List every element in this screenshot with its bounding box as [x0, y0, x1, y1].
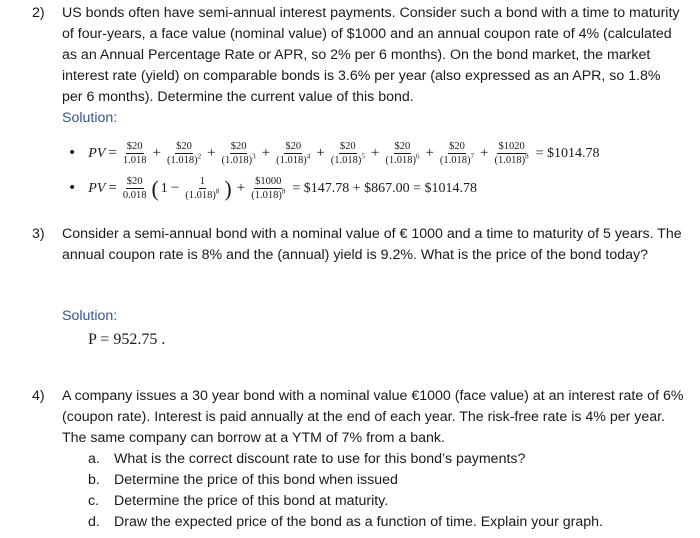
question-number: 4)	[32, 388, 45, 404]
sub-question: d. Draw the expected price of the bond as a function of time. Explain your graph.	[88, 514, 603, 530]
solution-answer: P = 952.75 .	[88, 331, 166, 348]
fraction-discount: $\frac{1}{(1.018)^8}$	[185, 176, 220, 201]
sub-question-list	[88, 449, 684, 533]
fraction-term-5: $\frac{\$20}{(1.018)^5}$	[330, 141, 365, 166]
fraction-term-7: $\frac{\$20}{(1.018)^7}$	[439, 141, 475, 166]
formula-pv-sum: • PV = $\frac{\$20}{1.018}$ + $\frac{\$20}{(1.018)^2}$ + $\frac{\$20}{(1.018)^3}$ + $\frac{\$20}{(1.018)^4}$ + $\frac{\$20}{(1.018)^5}$ + $\frac{\$20}{(1.018)^6}$ + $\frac{\$20}{(1.018)^7}$ + $\frac{\$1020}{(1.018)^8}$ = $1014.78	[68, 141, 600, 166]
solution-label: Solution:	[62, 308, 118, 324]
fraction-term-1: $\frac{\$20}{1.018}$	[122, 141, 147, 166]
formula-result: = $1014.78	[535, 146, 600, 161]
fraction-term-3: $\frac{\$20}{(1.018)^3}$	[221, 141, 256, 166]
sub-question: c. Determine the price of this bond at maturity.	[88, 493, 389, 509]
bullet: •	[68, 180, 77, 196]
fraction-face: $\frac{\$1000}{(1.018)^8}$	[251, 176, 286, 201]
fraction-term-6: $\frac{\$20}{(1.018)^6}$	[385, 141, 420, 166]
fraction-term-2: $\frac{\$20}{(1.018)^2}$	[166, 141, 202, 166]
bullet: •	[68, 145, 77, 161]
question-text: Consider a semi-annual bond with a nominal value of € 1000 and a time to maturity of 5 years. The annual coupon rate is 8% and the (annual) yield is 9.2%. What is the price of the bond today?	[62, 226, 682, 263]
fraction-term-4: $\frac{\$20}{(1.018)^4}$	[276, 141, 311, 166]
formula-pv-annuity: • PV = $\frac{\$20}{0.018}$ ( 1 − $\frac{1}{(1.018)^8}$ ) + $\frac{\$1000}{(1.018)^8}$ = $147.78 + $867.00 = $1014.78	[68, 175, 477, 201]
question-2	[32, 3, 684, 129]
sub-question: a. What is the correct discount rate to use for this bond’s payments?	[88, 451, 526, 467]
question-number: 2)	[32, 5, 45, 21]
fraction-term-8: $\frac{\$1020}{(1.018)^8}$	[494, 141, 529, 166]
question-3	[32, 224, 684, 266]
question-text: US bonds often have semi-annual interest payments. Consider such a bond with a time to maturity of four-years, a face value (nominal value) of $1000 and an annual coupon rate of 4% (calculated as an Annual Percentage Rate or APR, so 2% per 6 months). On the bond market, the market interest rate (yield) on comparable bonds is 3.6% per year (also expressed as an APR, so 1.8% per 6 months). Determine the current value of this bond.	[62, 5, 680, 105]
formula-result: = $147.78 + $867.00 = $1014.78	[292, 181, 477, 196]
pv-symbol: PV	[88, 146, 106, 161]
solution-label: Solution:	[62, 110, 118, 126]
sub-question: b. Determine the price of this bond when issued	[88, 472, 398, 488]
pv-symbol: PV	[88, 181, 106, 196]
question-4	[32, 386, 684, 533]
fraction-annuity: $\frac{\$20}{0.018}$	[122, 176, 147, 201]
question-text: A company issues a 30 year bond with a nominal value €1000 (face value) at an interest rate of 6% (coupon rate). Interest is paid annually at the end of each year. The risk-free rate is 4% per year. The same company can borrow at a YTM of 7% from a bank.	[62, 388, 684, 446]
question-number: 3)	[32, 226, 45, 242]
